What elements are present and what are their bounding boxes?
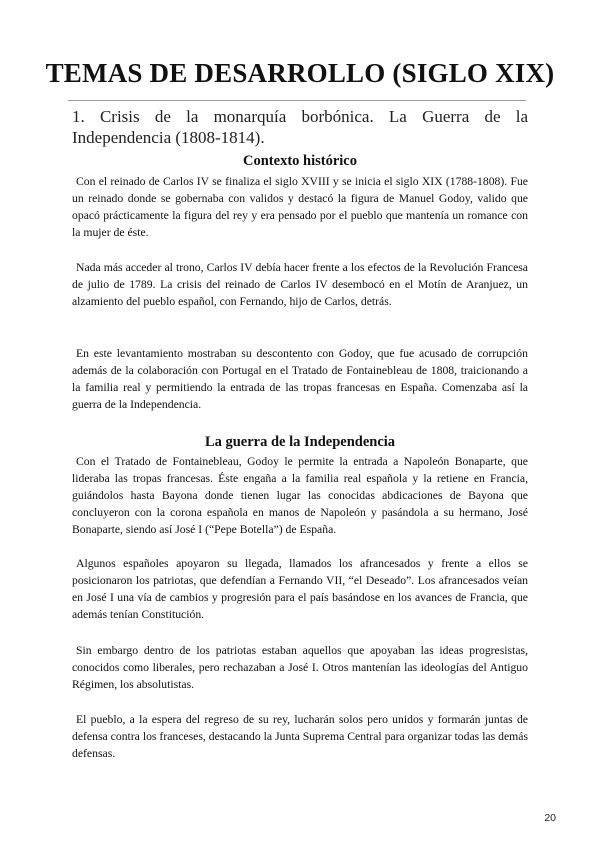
page-title: TEMAS DE DESARROLLO (SIGLO XIX) bbox=[45, 58, 555, 88]
paragraph: Algunos españoles apoyaron su llegada, llamados los afrancesados y frente a ellos se posicionaron los patriotas, que defendían a Fernando VII, “el Deseado”. Los afrancesados veían en José I una vía de cambios y progresión para el país basándose en los avances de Francia, que además tenían Constitución. bbox=[72, 557, 528, 622]
paragraph: Con el Tratado de Fontainebleau, Godoy le permite la entrada a Napoleón Bonaparte, que lideraba las tropas francesas. Éste engaña a la familia real española y la retiene en Francia, guiándolos hasta Bayona donde tienen lugar las conocidas abdicaciones de Bayona que concluyeron con la corona española en manos de Napoleón y pasándola a su hermano, José Bonaparte, siendo así José I (“Pepe Botella”) de España. bbox=[72, 455, 528, 537]
paragraph: El pueblo, a la espera del regreso de su rey, lucharán solos pero unidos y formarán juntas de defensa contra los franceses, destacando la Junta Suprema Central para organizar todas las demás defensas. bbox=[72, 713, 528, 761]
subsection-heading-context: Contexto histórico bbox=[243, 153, 357, 169]
paragraph: Sin embargo dentro de los patriotas estaban aquellos que apoyaban las ideas progresistas, conocidos como liberales, pero rechazaban a José I. Otros mantenían las ideologías del Antiguo Régimen, los absolutistas. bbox=[72, 644, 528, 692]
page-number: 20 bbox=[544, 812, 556, 824]
subsection-heading-war: La guerra de la Independencia bbox=[204, 434, 396, 450]
title-divider bbox=[68, 100, 526, 101]
paragraph: Con el reinado de Carlos IV se finaliza el siglo XVIII y se inicia el siglo XIX (1788-1808). Fue un reinado donde se gobernaba con validos y destacó la figura de Manuel Godoy, valido que opacó prácticamente la figura del rey y era pensado por el pueblo que mantenía un romance con la mujer de éste. bbox=[72, 175, 528, 240]
paragraph: En este levantamiento mostraban su descontento con Godoy, que fue acusado de corrupción además de la colaboración con Portugal en el Tratado de Fontainebleau de 1808, traicionando a la familia real y permitiendo la entrada de las tropas francesas en España. Comenzaba así la guerra de la Independencia. bbox=[72, 347, 528, 412]
section-heading: 1. Crisis de la monarquía borbónica. La Guerra de la Independencia (1808-1814). bbox=[72, 107, 528, 147]
paragraph: Nada más acceder al trono, Carlos IV debía hacer frente a los efectos de la Revolución Francesa de julio de 1789. La crisis del reinado de Carlos IV desembocó en el Motín de Aranjuez, un alzamiento del pueblo español, con Fernando, hijo de Carlos, detrás. bbox=[72, 261, 528, 309]
